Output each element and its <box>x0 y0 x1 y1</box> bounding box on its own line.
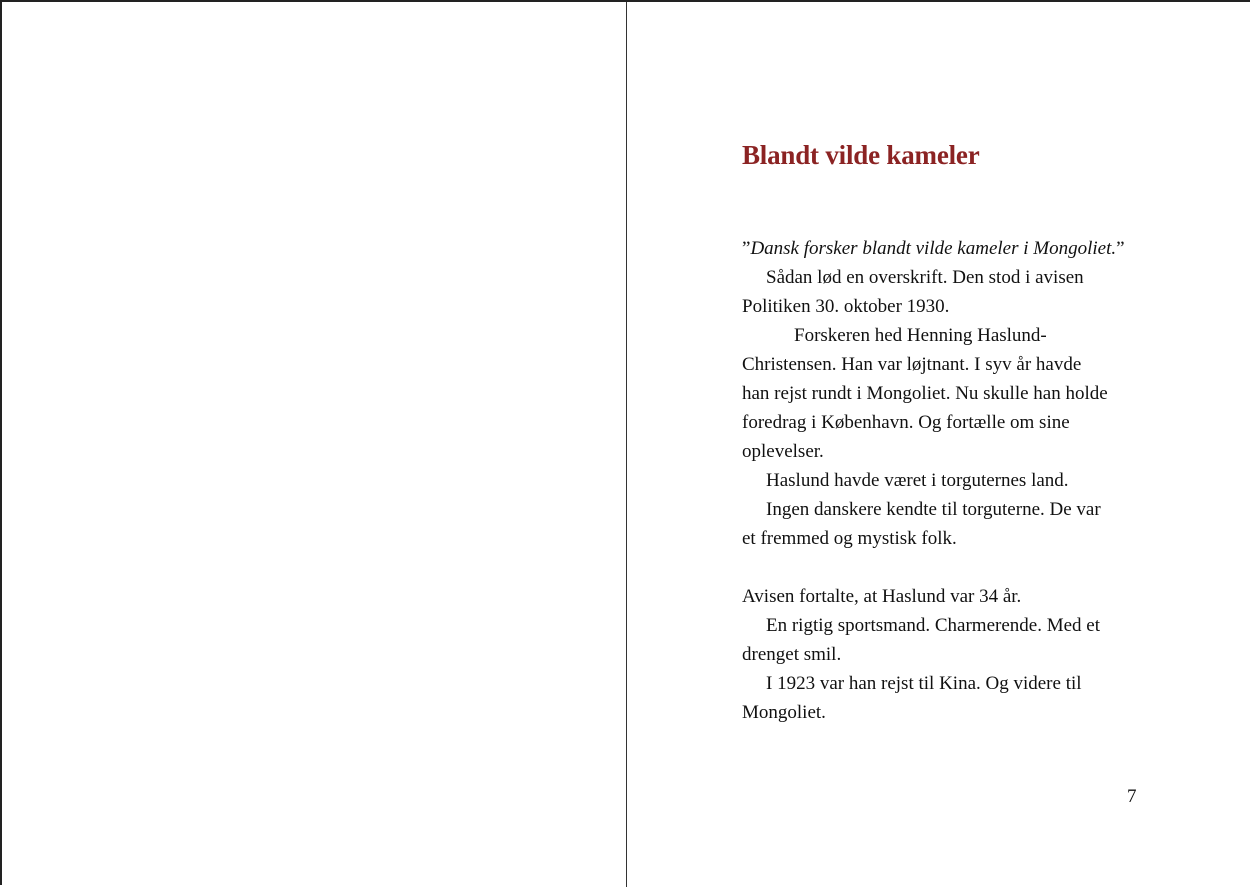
right-page <box>627 2 1250 887</box>
text-line: Haslund havde været i torguternes land. <box>766 470 1069 491</box>
chapter-title: Blandt vilde kameler <box>742 140 980 170</box>
text-line: Forskeren hed Henning Haslund- <box>794 325 1047 346</box>
text-line: oplevelser. <box>742 441 824 462</box>
text-line: han rejst rundt i Mongoliet. Nu skulle han holde <box>742 383 1108 404</box>
text-line: Ingen danskere kendte til torguterne. De var <box>766 499 1101 520</box>
text-line: I 1923 var han rejst til Kina. Og videre til <box>766 673 1082 694</box>
text-line: Christensen. Han var løjtnant. I syv år havde <box>742 354 1082 375</box>
quote-close-mark: ” <box>1116 238 1125 259</box>
headline-quote: Dansk forsker blandt vilde kameler i Mongoliet. <box>750 238 1117 259</box>
text-line: et fremmed og mystisk folk. <box>742 528 957 549</box>
quote-open-mark: ” <box>742 238 751 259</box>
body-text <box>742 234 1152 727</box>
text-line: Avisen fortalte, at Haslund var 34 år. <box>742 586 1022 607</box>
text-line: En rigtig sportsmand. Charmerende. Med et <box>766 615 1101 636</box>
text-line: foredrag i København. Og fortælle om sine <box>742 412 1070 433</box>
text-line: Politiken 30. oktober 1930. <box>742 296 950 317</box>
paragraph-gap <box>742 553 1152 582</box>
page-number: 7 <box>1127 786 1137 807</box>
text-line: Sådan lød en overskrift. Den stod i avisen <box>766 267 1084 288</box>
left-page-blank <box>2 2 627 887</box>
headline-quote-line <box>742 234 1152 263</box>
text-line: drenget smil. <box>742 644 842 665</box>
text-line: Mongoliet. <box>742 702 826 723</box>
